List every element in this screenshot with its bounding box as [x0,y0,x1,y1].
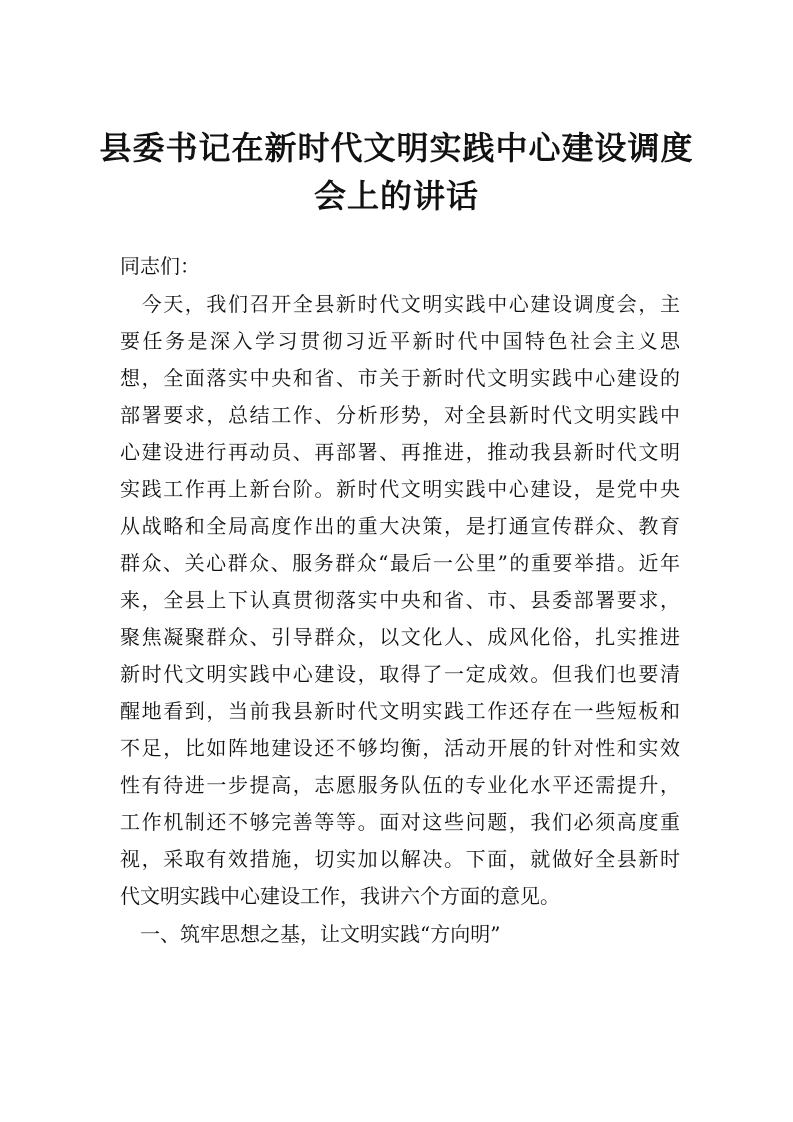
paragraph-line: 聚焦凝聚群众、引导群众，以文化人、成风化俗，扎实推进 [120,625,680,649]
paragraph-line: 不足，比如阵地建设还不够均衡，活动开展的针对性和实效 [120,736,680,760]
paragraph-line: 视，采取有效措施，切实加以解决。下面，就做好全县新时 [120,847,680,871]
salutation: 同志们： [120,254,200,278]
document-title-line-2: 会上的讲话 [313,177,479,215]
paragraph-line-last: 代文明实践中心建设工作，我讲六个方面的意见。 [120,884,560,908]
paragraph-line: 性有待进一步提高，志愿服务队伍的专业化水平还需提升， [120,773,680,797]
paragraph-line: 要任务是深入学习贯彻习近平新时代中国特色社会主义思 [120,329,680,353]
paragraph-line: 心建设进行再动员、再部署、再推进，推动我县新时代文明 [120,440,680,464]
paragraph-line: 群众、关心群众、服务群众“最后一公里”的重要举措。近年 [120,551,680,575]
paragraph-line: 工作机制还不够完善等等。面对这些问题，我们必须高度重 [120,810,680,834]
paragraph-line: 新时代文明实践中心建设，取得了一定成效。但我们也要清 [120,662,680,686]
paragraph-line: 想，全面落实中央和省、市关于新时代文明实践中心建设的 [120,366,680,390]
paragraph-line: 实践工作再上新台阶。新时代文明实践中心建设，是党中央 [120,477,680,501]
paragraph-line: 来，全县上下认真贯彻落实中央和省、市、县委部署要求， [120,588,680,612]
paragraph-line: 今天，我们召开全县新时代文明实践中心建设调度会，主 [120,292,680,316]
document-title-line-1: 县委书记在新时代文明实践中心建设调度 [99,129,694,167]
section-heading: 一、筑牢思想之基，让文明实践“方向明” [120,922,501,946]
paragraph-line: 醒地看到，当前我县新时代文明实践工作还存在一些短板和 [120,699,680,723]
paragraph-line: 从战略和全局高度作出的重大决策，是打通宣传群众、教育 [120,514,680,538]
paragraph-line: 部署要求，总结工作、分析形势，对全县新时代文明实践中 [120,403,680,427]
